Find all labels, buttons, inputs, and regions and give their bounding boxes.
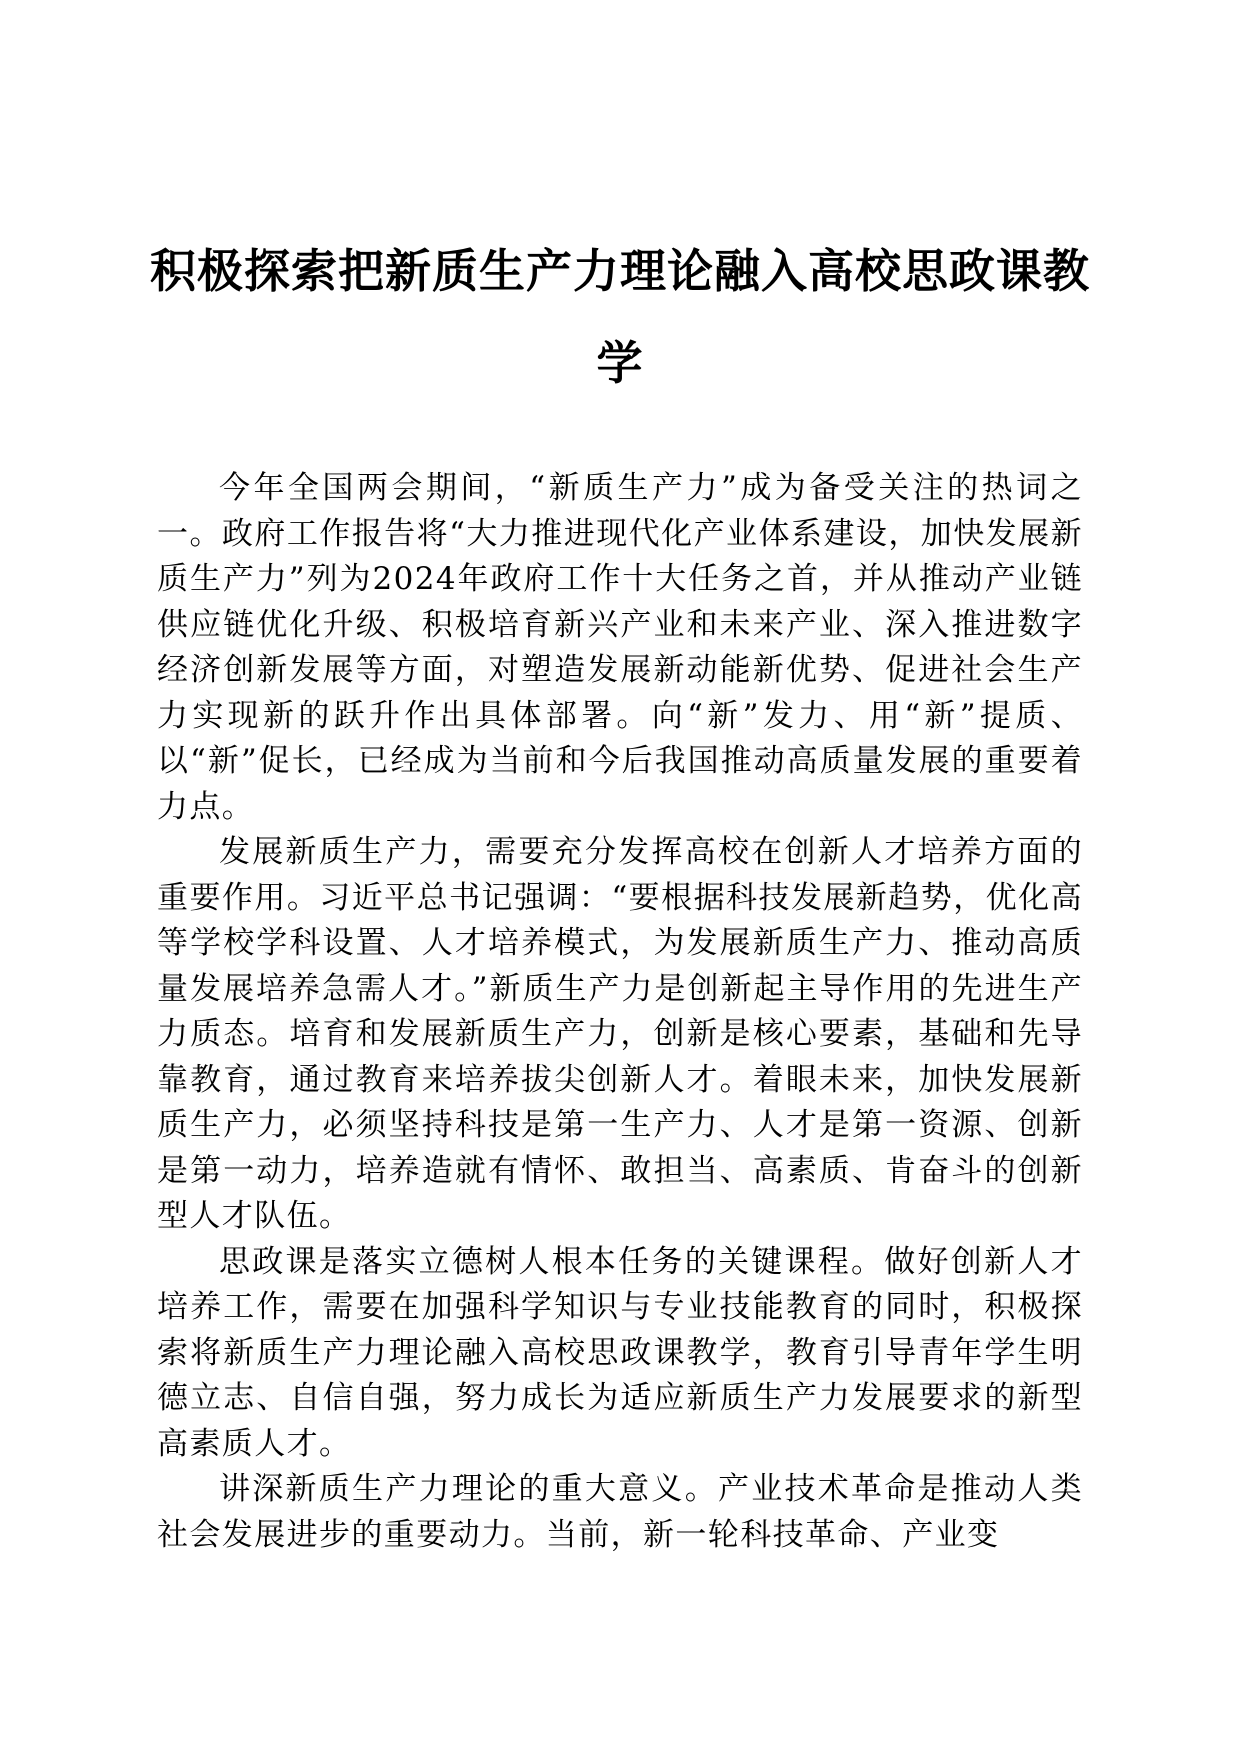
paragraph-3: 思政课是落实立德树人根本任务的关键课程。做好创新人才培养工作，需要在加强科学知识与专业技能教育的同时，积极探索将新质生产力理论融入高校思政课教学，教育引导青年学生明德立志、自信自强，努力成长为适应新质生产力发展要求的新型高素质人才。 [157, 1243, 1083, 1462]
paragraph-1: 今年全国两会期间，“新质生产力”成为备受关注的热词之一。政府工作报告将“大力推进现代化产业体系建设，加快发展新质生产力”列为2024年政府工作十大任务之首，并从推动产业链供应链优化升级、积极培育新兴产业和未来产业、深入推进数字经济创新发展等方面，对塑造发展新动能新优势、促进社会生产力实现新的跃升作出具体部署。向“新”发力、用“新”提质、以“新”促长，已经成为当前和今后我国推动高质量发展的重要着力点。 [157, 470, 1083, 825]
document-title: 积极探索把新质生产力理论融入高校思政课教学 [150, 244, 1090, 390]
paragraph-4: 讲深新质生产力理论的重大意义。产业技术革命是推动人类社会发展进步的重要动力。当前，新一轮科技革命、产业变 [157, 1471, 1083, 1553]
document-body [157, 466, 1083, 1558]
paragraph-2: 发展新质生产力，需要充分发挥高校在创新人才培养方面的重要作用。习近平总书记强调：“要根据科技发展新趋势，优化高等学校学科设置、人才培养模式，为发展新质生产力、推动高质量发展培养急需人才。”新质生产力是创新起主导作用的先进生产力质态。培育和发展新质生产力，创新是核心要素，基础和先导靠教育，通过教育来培养拔尖创新人才。着眼未来，加快发展新质生产力，必须坚持科技是第一生产力、人才是第一资源、创新是第一动力，培养造就有情怀、敢担当、高素质、肯奋斗的创新型人才队伍。 [157, 834, 1083, 1234]
